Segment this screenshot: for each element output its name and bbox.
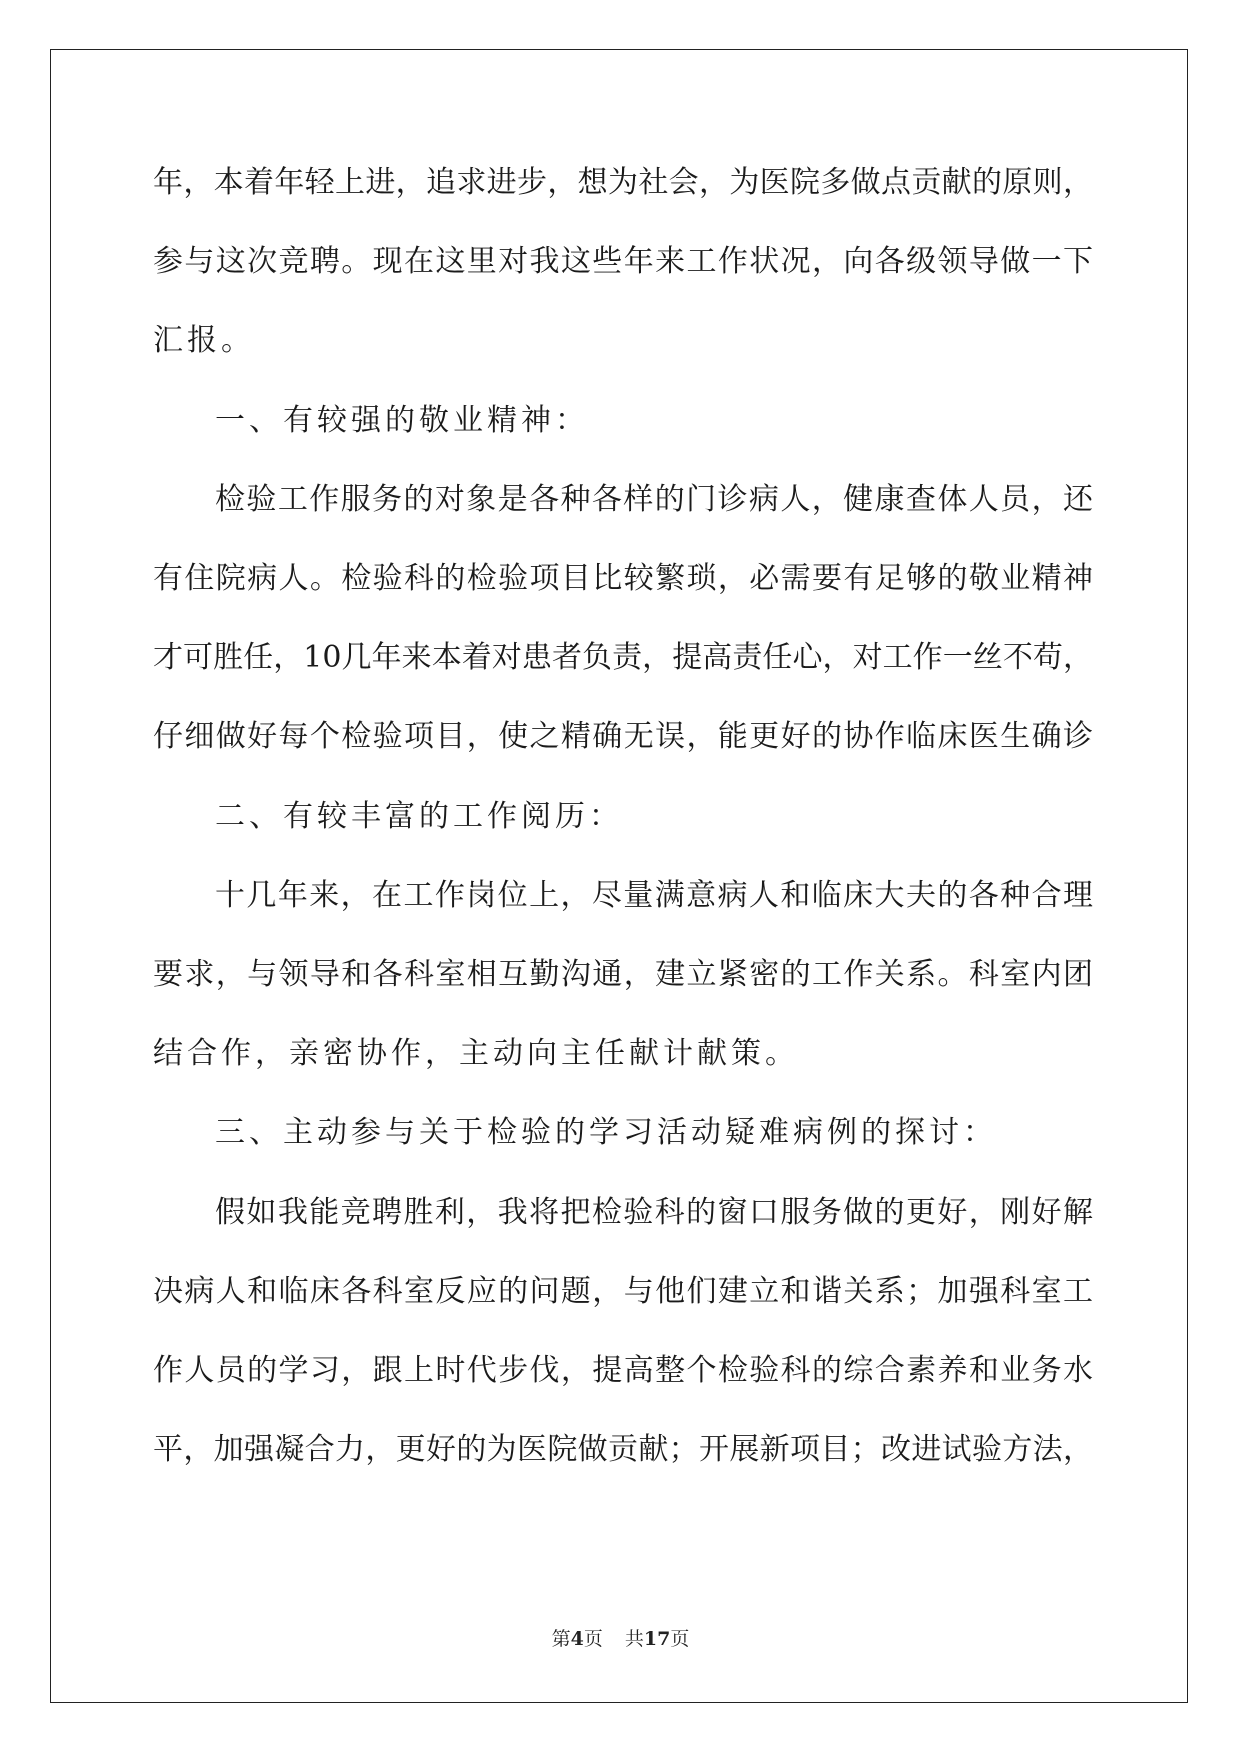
text-line: 十几年来，在工作岗位上，尽量满意病人和临床大夫的各种合理 [215, 877, 1093, 913]
text-line: 平，加强凝合力，更好的为医院做贡献；开展新项目；改进试验方法， [153, 1432, 1093, 1468]
text-line: 一、有较强的敬业精神： [215, 402, 589, 438]
total-pages: 17 [643, 1628, 671, 1650]
text-line: 要求，与领导和各科室相互勤沟通，建立紧密的工作关系。科室内团 [153, 957, 1093, 992]
text-line: 假如我能竞聘胜利，我将把检验科的窗口服务做的更好，刚好解 [215, 1194, 1093, 1230]
text-line: 检验工作服务的对象是各种各样的门诊病人，健康查体人员，还 [215, 481, 1093, 517]
text-line: 才可胜任，10几年来本着对患者负责，提高责任心，对工作一丝不苟， [153, 640, 1093, 676]
text-line: 参与这次竞聘。现在这里对我这些年来工作状况，向各级领导做一下 [153, 244, 1093, 280]
text-line: 决病人和临床各科室反应的问题，与他们建立和谐关系；加强科室工 [153, 1273, 1093, 1309]
text-line: 二、有较丰富的工作阅历： [215, 798, 623, 834]
page-number: 4 [570, 1628, 584, 1650]
text-line: 有住院病人。检验科的检验项目比较繁琐，必需要有足够的敬业精神 [153, 561, 1093, 596]
text-line: 作人员的学习，跟上时代步伐，提高整个检验科的综合素养和业务水 [153, 1353, 1093, 1388]
total-prefix: 共 [624, 1628, 644, 1650]
text-line: 年，本着年轻上进，追求进步，想为社会，为医院多做点贡献的原则， [153, 165, 1093, 200]
page-prefix: 第 [551, 1628, 571, 1650]
total-suffix: 页 [670, 1628, 690, 1650]
page-footer [0, 1627, 1241, 1651]
text-line: 结合作，亲密协作，主动向主任献计献策。 [153, 1036, 799, 1072]
text-line: 仔细做好每个检验项目，使之精确无误，能更好的协作临床医生确诊 [153, 719, 1093, 755]
page-suffix: 页 [583, 1628, 603, 1650]
text-line: 三、主动参与关于检验的学习活动疑难病例的探讨： [215, 1115, 997, 1151]
text-line: 汇报。 [153, 323, 255, 359]
